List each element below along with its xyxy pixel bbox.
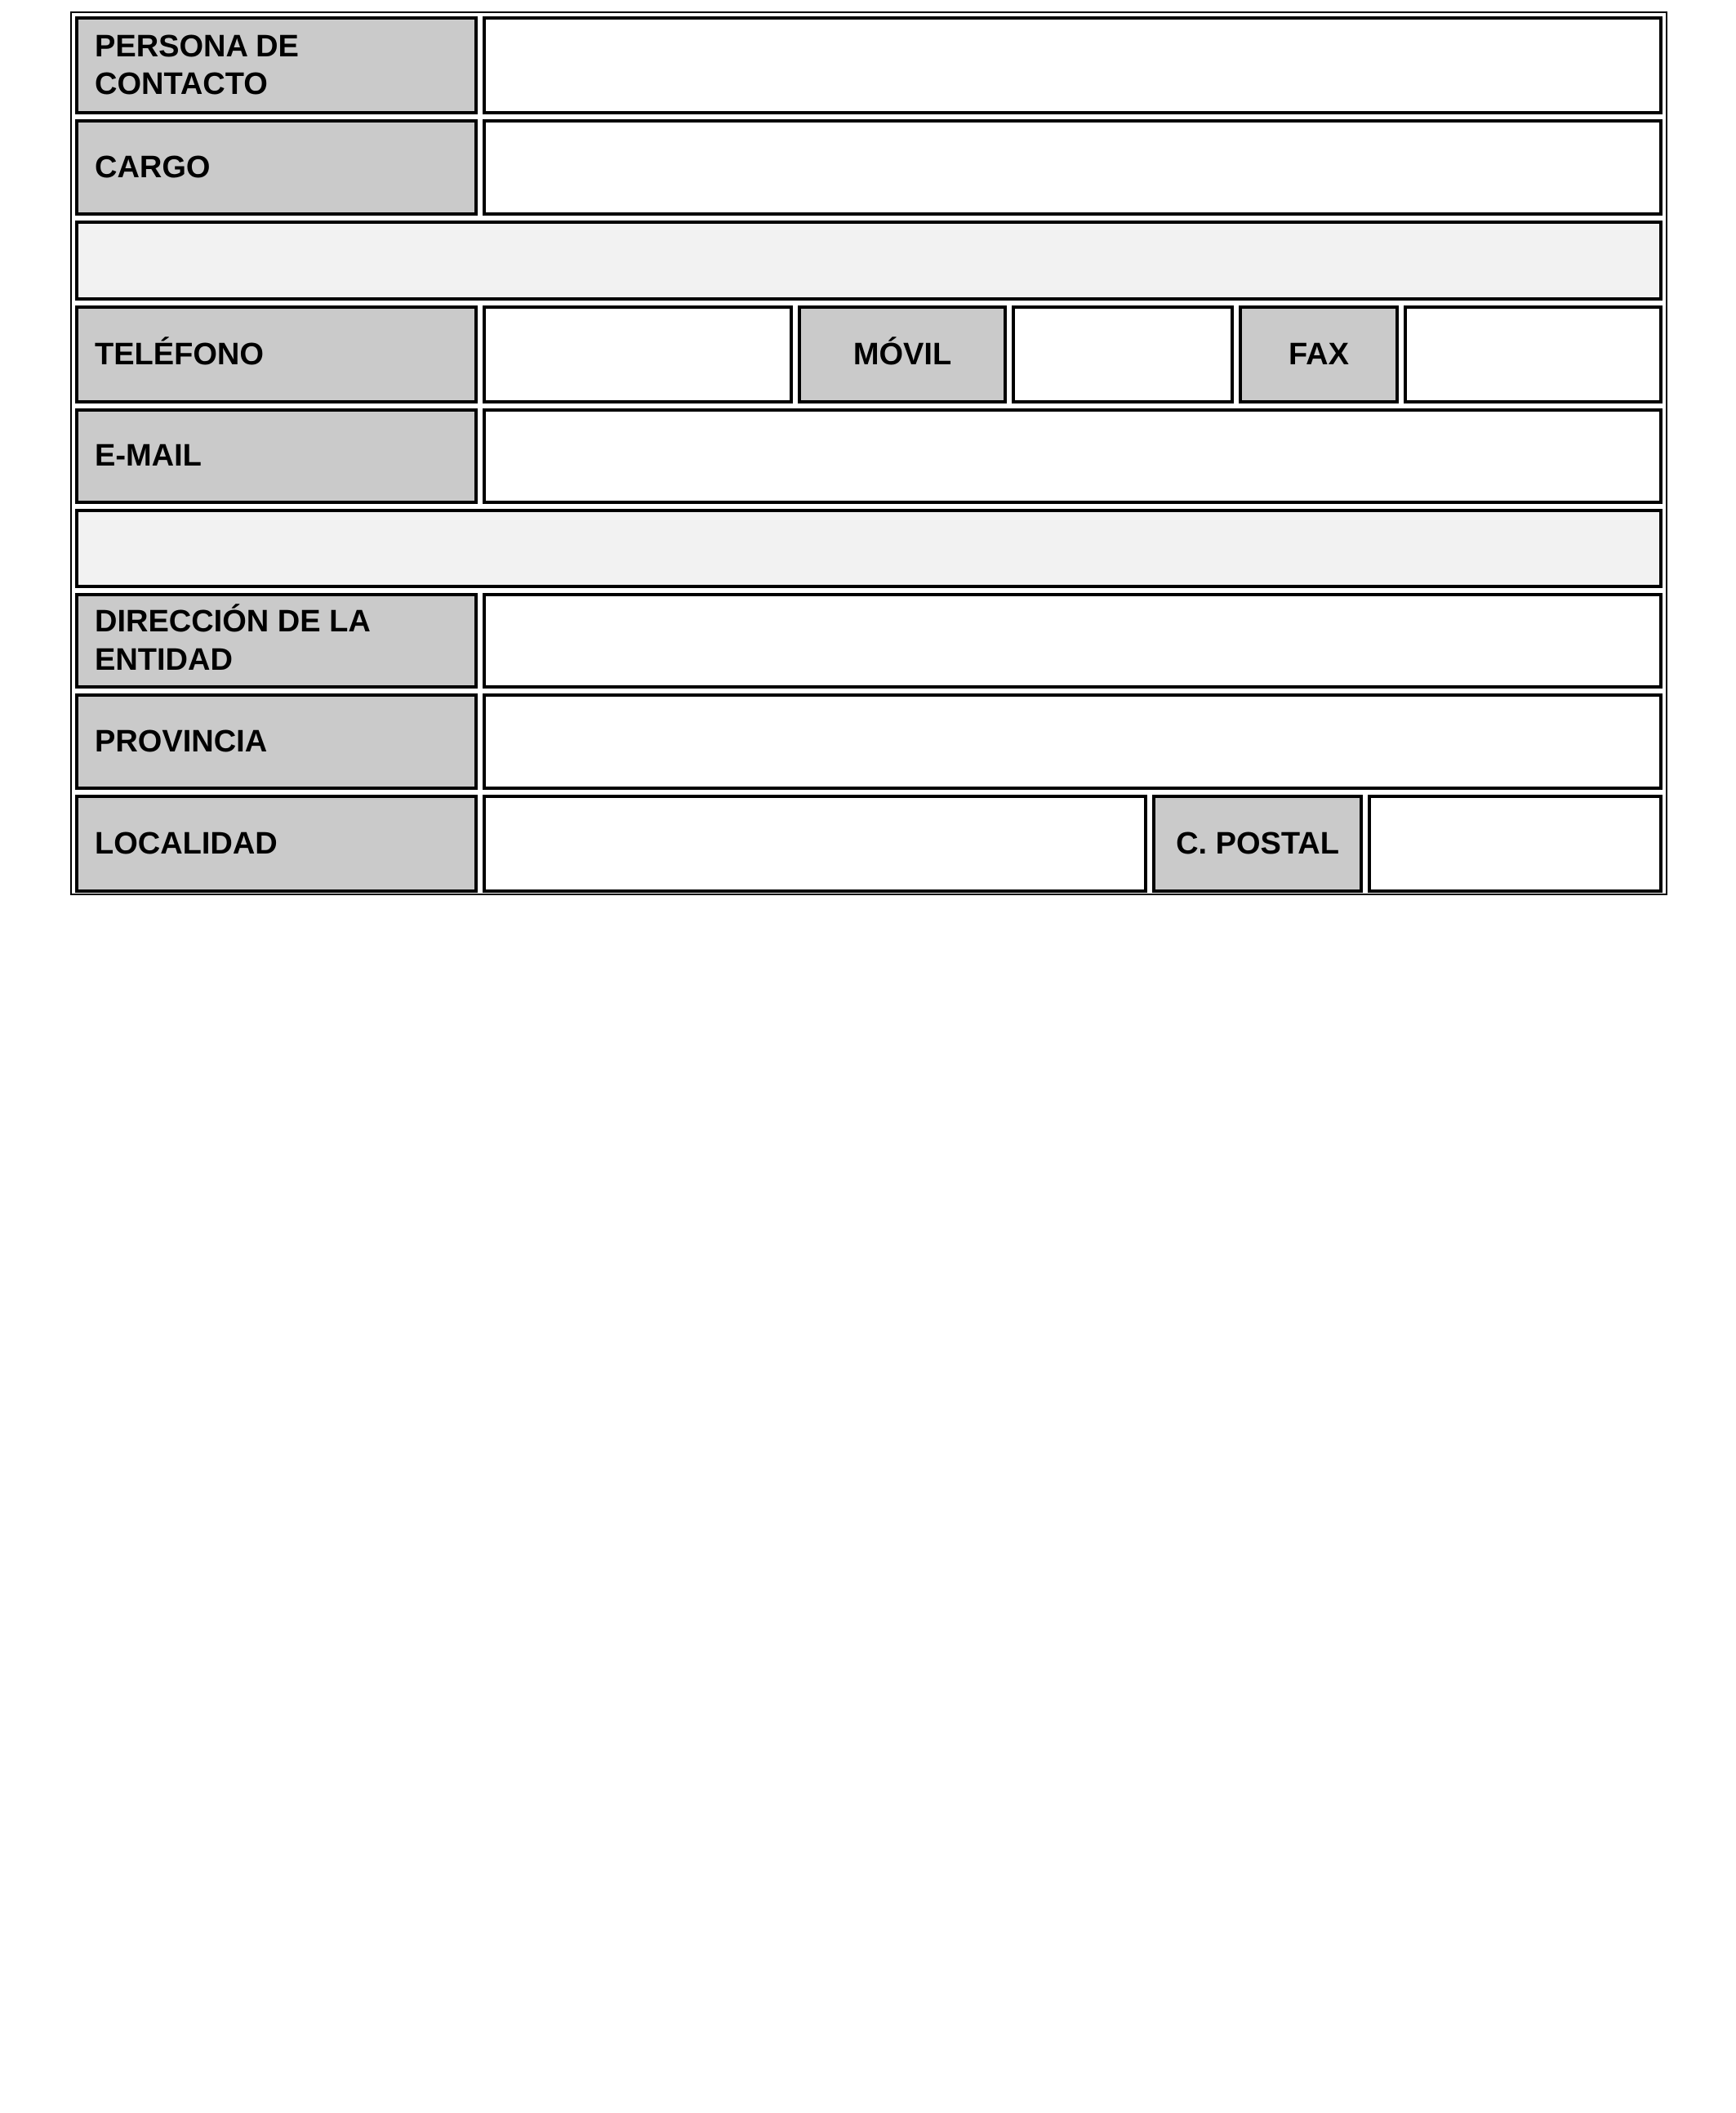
movil-label [798,305,1007,403]
movil-input[interactable] [1012,305,1234,403]
fax-label [1239,305,1399,403]
localidad-label-text: LOCALIDAD [95,826,278,861]
direccion-entidad-label-text: DIRECCIÓN DE LA ENTIDAD [95,604,370,677]
spacer-row-1 [75,221,1663,301]
localidad-input[interactable] [483,795,1147,893]
row-telefono-movil-fax [75,305,1663,403]
row-persona-de-contacto [75,16,1663,114]
fax-input[interactable] [1404,305,1663,403]
persona-de-contacto-label [75,16,478,114]
row-localidad-cpostal [75,795,1663,893]
spacer-row-2 [75,509,1663,588]
fax-label-text: FAX [1289,337,1349,372]
provincia-input[interactable] [483,693,1663,790]
c-postal-label-text: C. POSTAL [1176,826,1339,861]
provincia-label-text: PROVINCIA [95,724,268,759]
row-direccion-entidad [75,593,1663,689]
persona-de-contacto-input[interactable] [483,16,1663,114]
row-provincia [75,693,1663,790]
cargo-input[interactable] [483,119,1663,216]
telefono-input[interactable] [483,305,793,403]
contact-form-table [70,11,1667,895]
c-postal-input[interactable] [1368,795,1663,893]
cargo-label-text: CARGO [95,149,211,185]
localidad-label [75,795,478,893]
row-cargo [75,119,1663,216]
c-postal-label [1152,795,1363,893]
direccion-entidad-input[interactable] [483,593,1663,689]
cargo-label [75,119,478,216]
row-email [75,408,1663,504]
email-label [75,408,478,504]
telefono-label [75,305,478,403]
email-label-text: E-MAIL [95,439,202,474]
telefono-label-text: TELÉFONO [95,337,264,372]
persona-de-contacto-label-text: PERSONA DE CONTACTO [95,29,299,101]
email-input[interactable] [483,408,1663,504]
direccion-entidad-label [75,593,478,689]
provincia-label [75,693,478,790]
movil-label-text: MÓVIL [852,337,952,372]
